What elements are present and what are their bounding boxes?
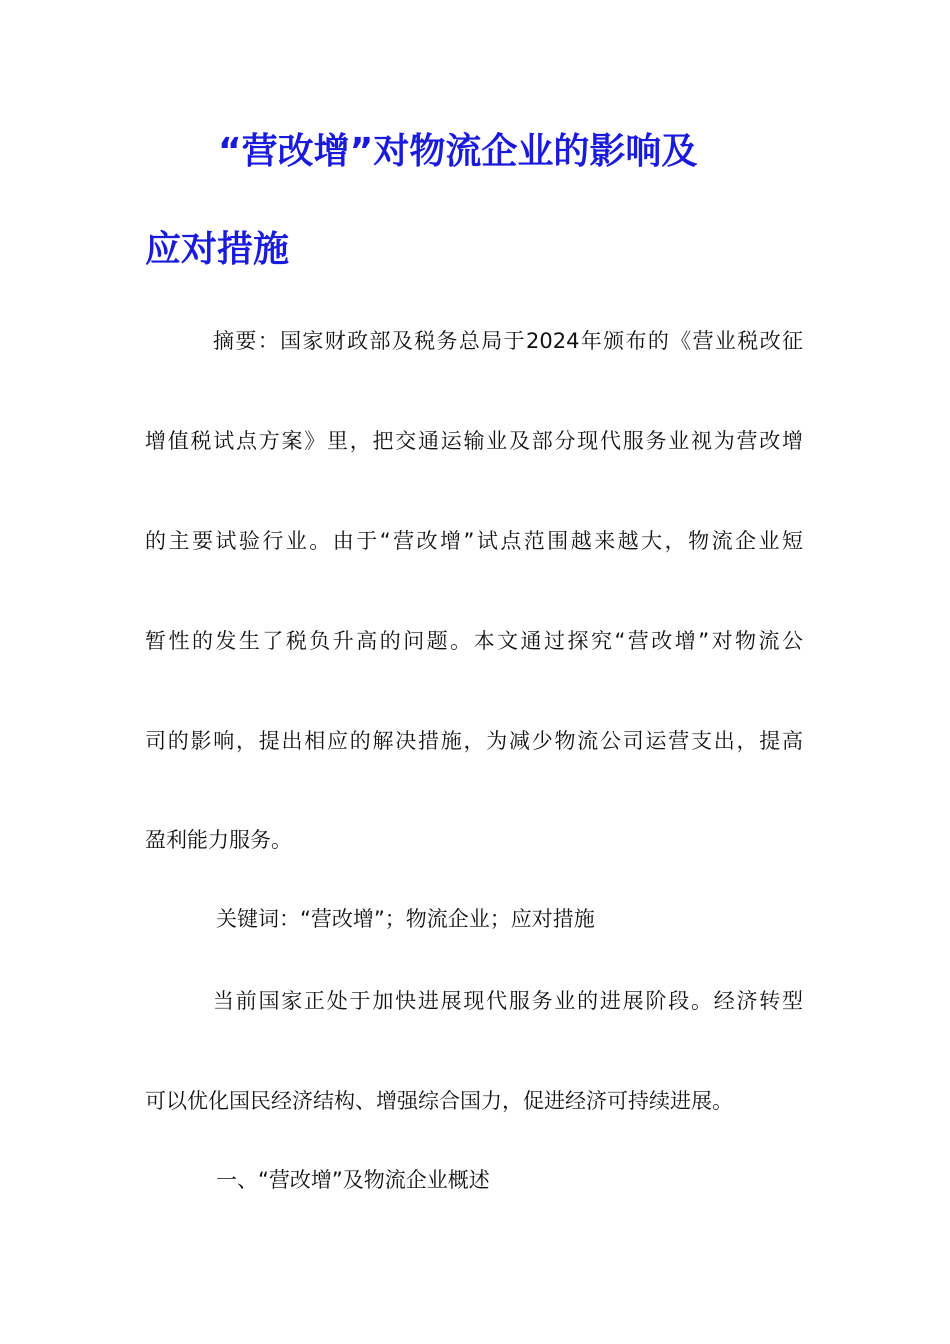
section-heading-1: 一、“营改增”及物流企业概述 (216, 1168, 490, 1192)
intro-line-2: 可以优化国民经济结构、增强综合国力，促进经济可持续进展。 (145, 1089, 733, 1113)
abstract-line-1: 摘要：国家财政部及税务总局于2024年颁布的《营业税改征 (213, 329, 803, 353)
keywords-line: 关键词：“营改增”；物流企业；应对措施 (216, 907, 595, 931)
abstract-line-2: 增值税试点方案》里，把交通运输业及部分现代服务业视为营改增 (145, 429, 803, 453)
abstract-line-4: 暂性的发生了税负升高的问题。本文通过探究“营改增”对物流公 (145, 629, 803, 653)
abstract-line-5: 司的影响，提出相应的解决措施，为减少物流公司运营支出，提高 (145, 729, 803, 753)
document-title-line-1: “营改增”对物流企业的影响及 (218, 131, 698, 172)
abstract-line-3: 的主要试验行业。由于“营改增”试点范围越来越大，物流企业短 (145, 529, 803, 553)
abstract-line-6: 盈利能力服务。 (145, 828, 292, 852)
document-title-line-2: 应对措施 (145, 229, 290, 270)
intro-line-1: 当前国家正处于加快进展现代服务业的进展阶段。经济转型 (213, 989, 803, 1013)
